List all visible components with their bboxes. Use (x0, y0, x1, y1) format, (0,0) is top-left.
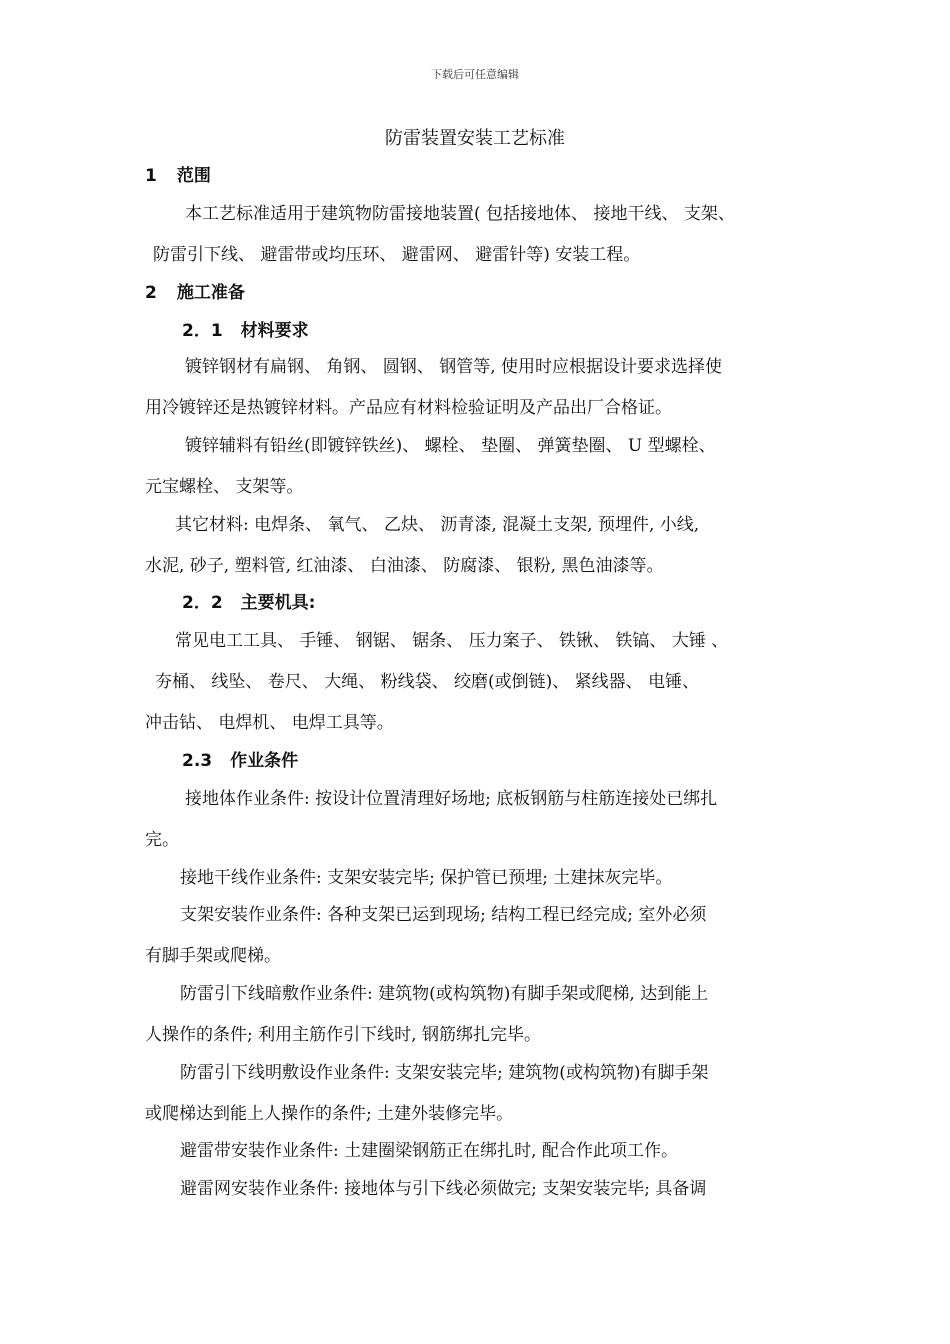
section-2-heading (145, 282, 245, 304)
paragraph-line: 本工艺标准适用于建筑物防雷接地装置( 包括接地体、 接地干线、 支架、 (185, 204, 735, 224)
section-title: 范围 (176, 166, 211, 186)
section-title: 施工准备 (176, 283, 245, 303)
paragraph-line: 常见电工工具、 手锤、 钢锯、 锯条、 压力案子、 铁锹、 铁镐、 大锤 、 (175, 631, 729, 651)
paragraph-line: 防雷引下线明敷设作业条件: 支架安装完毕; 建筑物(或构筑物)有脚手架 (180, 1063, 709, 1083)
paragraph-line: 有脚手架或爬梯。 (145, 946, 281, 966)
paragraph-line: 其它材料: 电焊条、 氧气、 乙炔、 沥青漆, 混凝土支架, 预埋件, 小线, (175, 515, 700, 535)
subsection-2-1-heading (182, 320, 309, 342)
paragraph-line: 防雷引下线暗敷作业条件: 建筑物(或构筑物)有脚手架或爬梯, 达到能上 (180, 984, 709, 1004)
paragraph-line: 冲击钻、 电焊机、 电焊工具等。 (145, 713, 394, 733)
subsection-number: 2．1 (182, 321, 223, 341)
section-1-heading (145, 165, 211, 187)
paragraph-line: 镀锌钢材有扁钢、 角钢、 圆钢、 钢管等, 使用时应根据设计要求选择使 (185, 357, 723, 377)
paragraph-line: 夯桶、 线坠、 卷尺、 大绳、 粉线袋、 绞磨(或倒链)、 紧线器、 电锤、 (155, 672, 700, 692)
subsection-number: 2．2 (182, 593, 223, 613)
paragraph-line: 接地干线作业条件: 支架安装完毕; 保护管已预埋; 土建抹灰完毕。 (180, 868, 673, 888)
paragraph-line: 避雷网安装作业条件: 接地体与引下线必须做完; 支架安装完毕; 具备调 (180, 1179, 707, 1199)
subsection-title: 主要机具: (240, 593, 316, 613)
paragraph-line: 避雷带安装作业条件: 土建圈梁钢筋正在绑扎时, 配合作此项工作。 (180, 1141, 678, 1161)
subsection-2-3-heading (182, 750, 298, 772)
paragraph-line: 接地体作业条件: 按设计位置清理好场地; 底板钢筋与柱筋连接处已绑扎 (185, 789, 718, 809)
paragraph-line: 水泥, 砂子, 塑料管, 红油漆、 白油漆、 防腐漆、 银粉, 黑色油漆等。 (145, 556, 664, 576)
page-header-note: 下载后可任意编辑 (431, 68, 519, 81)
paragraph-line: 或爬梯达到能上人操作的条件; 土建外装修完毕。 (145, 1104, 514, 1124)
paragraph-line: 用冷镀锌还是热镀锌材料。产品应有材料检验证明及产品出厂合格证。 (145, 398, 672, 418)
subsection-number: 2.3 (182, 751, 213, 771)
paragraph-line: 人操作的条件; 利用主筋作引下线时, 钢筋绑扎完毕。 (145, 1025, 541, 1045)
paragraph-line: 防雷引下线、 避雷带或均压环、 避雷网、 避雷针等) 安装工程。 (153, 245, 641, 265)
section-number: 2 (145, 283, 157, 303)
document-title: 防雷装置安装工艺标准 (385, 128, 565, 149)
section-number: 1 (145, 166, 157, 186)
paragraph-line: 完。 (145, 830, 179, 850)
paragraph-line: 元宝螺栓、 支架等。 (145, 477, 304, 497)
subsection-2-2-heading (182, 592, 315, 614)
subsection-title: 材料要求 (240, 321, 309, 341)
paragraph-line: 镀锌辅料有铅丝(即镀锌铁丝)、 螺栓、 垫圈、 弹簧垫圈、 U 型螺栓、 (185, 436, 716, 456)
subsection-title: 作业条件 (230, 751, 299, 771)
paragraph-line: 支架安装作业条件: 各种支架已运到现场; 结构工程已经完成; 室外必须 (180, 905, 707, 925)
